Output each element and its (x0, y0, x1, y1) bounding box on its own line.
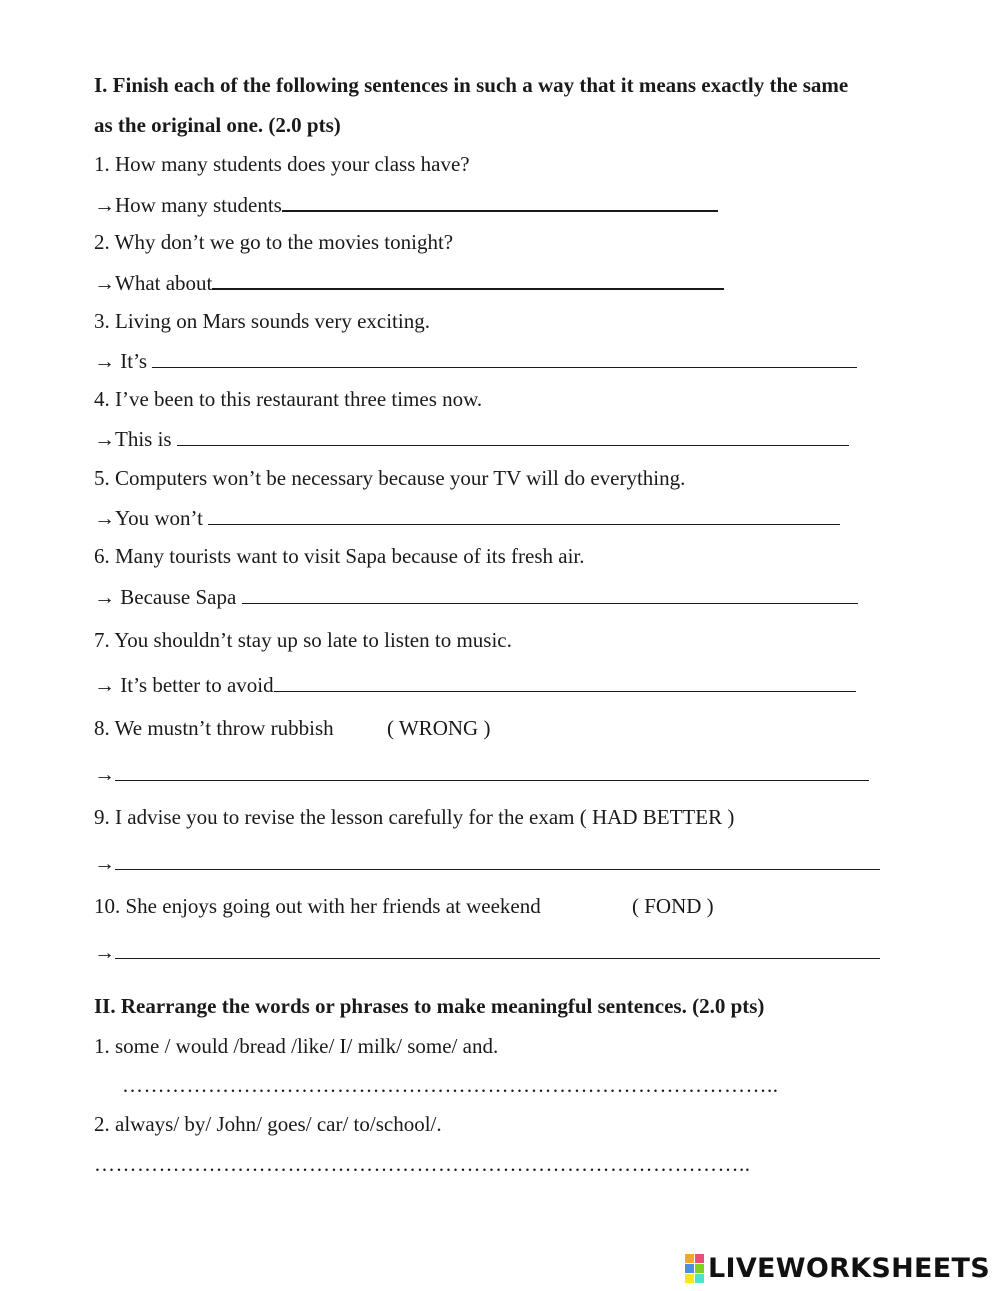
answer-lead: →You won’t (94, 506, 203, 530)
section1-heading-line1: I. Finish each of the following sentences in such a way that it means exactly the same (94, 73, 849, 97)
answer-blank[interactable] (177, 425, 849, 446)
section1-item6-prompt: 6. Many tourists want to visit Sapa because of its fresh air. (94, 544, 585, 568)
section1-item3-answer (94, 347, 857, 374)
section1-item5-answer (94, 504, 840, 531)
answer-lead: →What about (94, 271, 213, 295)
section1-item1-answer (94, 190, 718, 218)
answer-blank[interactable] (115, 760, 869, 781)
section1-item5-prompt: 5. Computers won’t be necessary because your TV will do everything. (94, 466, 686, 490)
liveworksheets-logo (685, 1253, 990, 1284)
answer-lead: → It’s better to avoid (94, 673, 274, 697)
section1-item6-answer (94, 583, 858, 610)
answer-blank[interactable] (274, 671, 856, 692)
answer-blank[interactable] (282, 190, 718, 212)
answer-blank[interactable] (115, 849, 880, 870)
logo-blocks-icon (685, 1254, 704, 1283)
logo-text: LIVEWORKSHEETS (707, 1253, 990, 1284)
answer-blank[interactable] (208, 504, 840, 525)
answer-lead: →This is (94, 427, 172, 451)
section2-item1-prompt: 1. some / would /bread /like/ I/ milk/ some/ and. (94, 1034, 499, 1058)
section1-item10-hint: ( FOND ) (632, 894, 714, 918)
section1-item4-answer (94, 425, 849, 452)
section1-item8-prompt (94, 715, 334, 741)
section2-item2-prompt: 2. always/ by/ John/ goes/ car/ to/school/. (94, 1112, 442, 1136)
answer-blank[interactable] (115, 938, 880, 959)
answer-blank[interactable] (242, 583, 858, 604)
section1-item8-answer (94, 760, 869, 787)
answer-blank[interactable] (152, 347, 857, 368)
prompt-text: 8. We mustn’t throw rubbish (94, 716, 334, 740)
section1-item7-prompt: 7. You shouldn’t stay up so late to listen to music. (94, 628, 512, 652)
section1-item9-prompt: 9. I advise you to revise the lesson carefully for the exam ( HAD BETTER ) (94, 805, 735, 829)
answer-blank[interactable] (212, 268, 724, 290)
answer-lead: → (94, 762, 115, 786)
section1-item10-answer (94, 938, 880, 965)
section1-item10-prompt: 10. She enjoys going out with her friends at weekend (94, 894, 541, 918)
section2-item1-answer-dots[interactable]: ……………………………………………………………………………….. (122, 1073, 779, 1097)
section1-item8-hint: ( WRONG ) (387, 716, 491, 740)
section1-item1-prompt: 1. How many students does your class have? (94, 152, 470, 176)
answer-lead: → Because Sapa (94, 585, 237, 609)
section1-item9-answer (94, 849, 880, 876)
answer-lead: → (94, 851, 115, 875)
section1-heading-line2: as the original one. (2.0 pts) (94, 113, 341, 137)
section1-item2-prompt: 2. Why don’t we go to the movies tonight? (94, 230, 454, 254)
section2-item2-answer-dots[interactable]: ……………………………………………………………………………….. (94, 1152, 751, 1176)
section1-item3-prompt: 3. Living on Mars sounds very exciting. (94, 309, 430, 333)
section1-item7-answer (94, 671, 856, 698)
section1-item2-answer (94, 268, 724, 296)
section2-heading: II. Rearrange the words or phrases to make meaningful sentences. (2.0 pts) (94, 994, 765, 1018)
answer-lead: → (94, 940, 115, 964)
section1-item4-prompt: 4. I’ve been to this restaurant three times now. (94, 387, 483, 411)
answer-lead: → It’s (94, 349, 148, 373)
answer-lead: →How many students (94, 193, 282, 217)
